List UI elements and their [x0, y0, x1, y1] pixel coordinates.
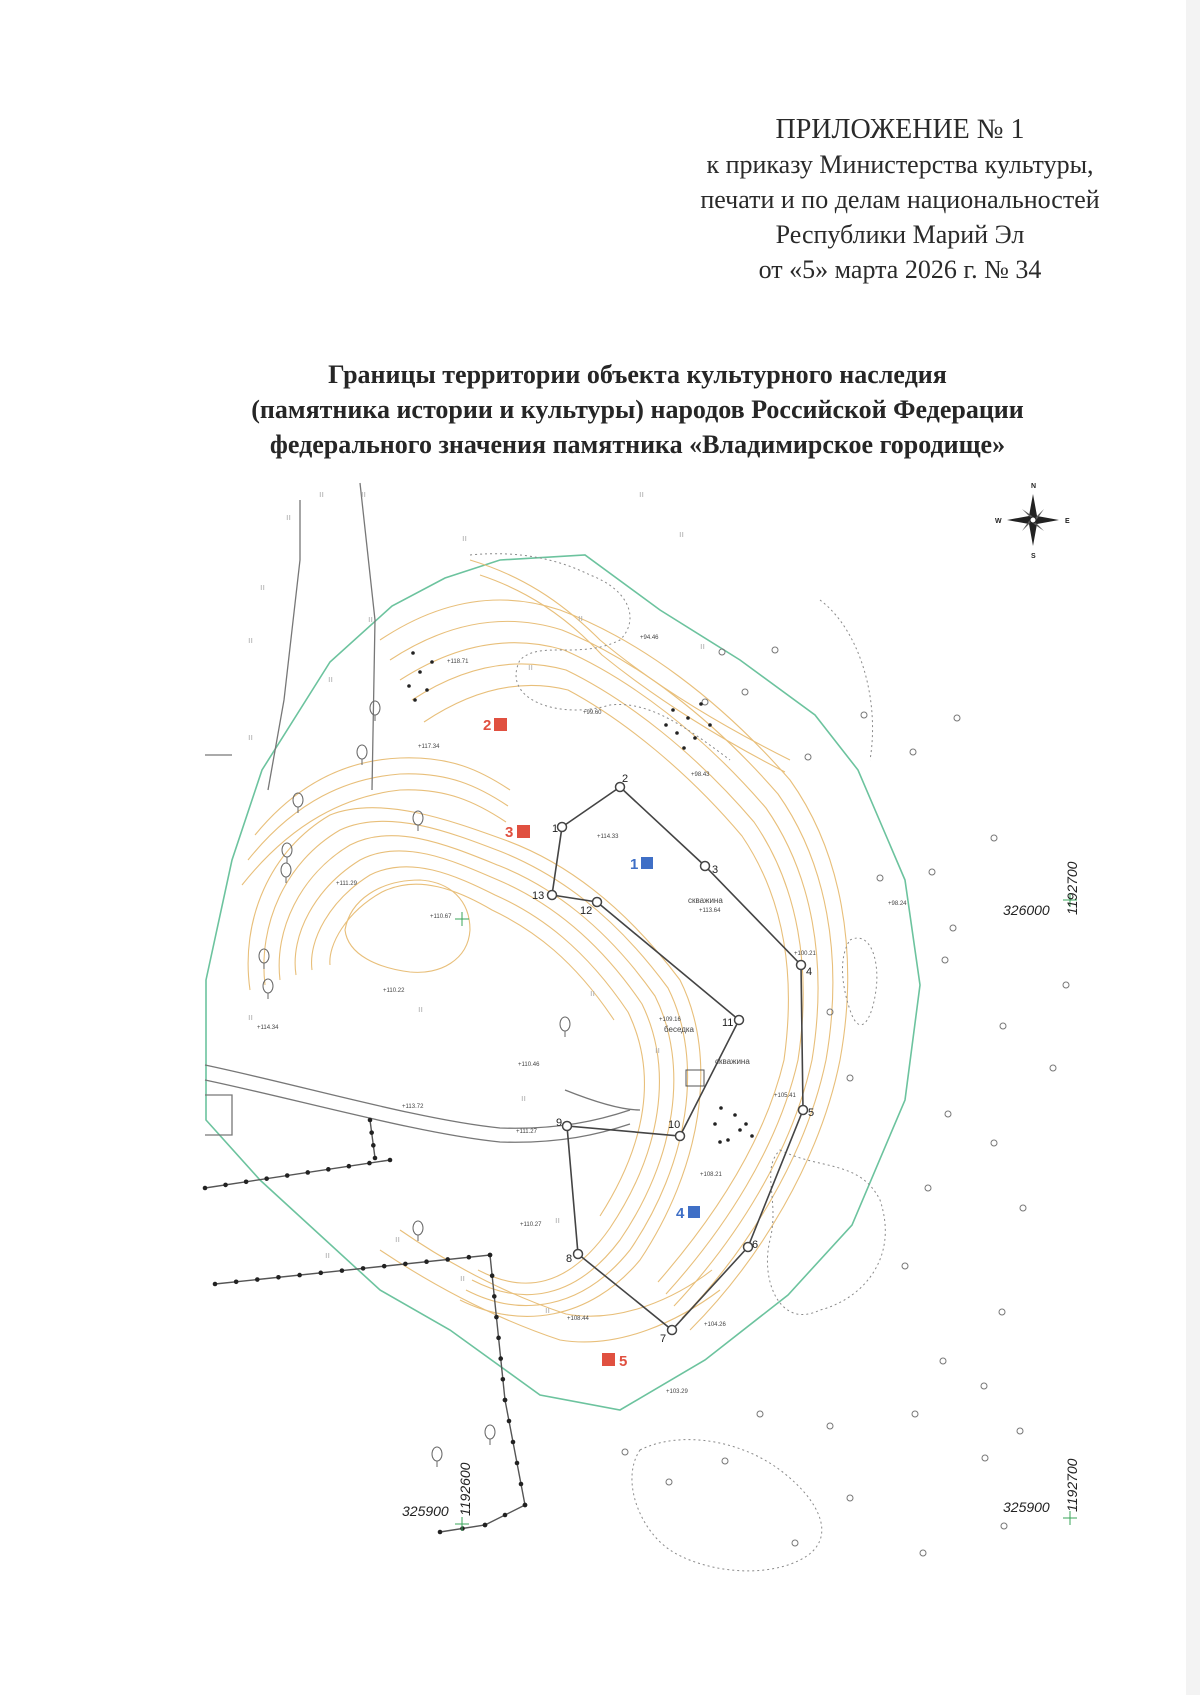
shrub-icon: [719, 649, 725, 655]
title-line-1: Границы территории объекта культурного наследия: [328, 360, 947, 389]
bead-dot: [347, 1164, 352, 1169]
object-marker-label: 2: [483, 717, 492, 734]
contour-line: [248, 774, 508, 860]
object-marker-label: 5: [619, 1353, 628, 1370]
coord-x-right-upper: 326000: [1003, 902, 1050, 918]
shrub-icon: [1017, 1428, 1023, 1434]
shrub-icon: [877, 875, 883, 881]
boundary-vertex: [797, 961, 806, 970]
cluster-dot: [718, 1140, 722, 1144]
bead-dot: [498, 1356, 503, 1361]
appendix-number: ПРИЛОЖЕНИЕ № 1: [775, 114, 1025, 145]
cluster-dot: [418, 670, 422, 674]
bead-dot: [285, 1173, 290, 1178]
cluster-dot: [686, 716, 690, 720]
bead-lines: [205, 1120, 525, 1532]
bead-dot: [492, 1294, 497, 1299]
cluster-dot: [738, 1128, 742, 1132]
shrub-icon: [792, 1540, 798, 1546]
elevation-mark: +117.34: [418, 744, 440, 750]
boundary-vertex: [593, 898, 602, 907]
vegetation-line: [820, 600, 873, 760]
shrub-icon: [742, 689, 748, 695]
boundary-vertex: [735, 1016, 744, 1025]
bead-dot: [223, 1183, 228, 1188]
grass-mark: ıı: [248, 1012, 254, 1022]
shrub-icon: [999, 1309, 1005, 1315]
tree-icon: [282, 843, 292, 857]
fences-and-roads: [205, 483, 640, 1142]
shrub-icon: [757, 1411, 763, 1417]
elevation-mark: +98.24: [888, 901, 907, 907]
elevation-mark: +109.16: [659, 1017, 681, 1023]
object-marker-square: [602, 1353, 615, 1366]
bead-dot: [368, 1118, 373, 1123]
coord-x-left-lower: 325900: [402, 1503, 449, 1519]
cluster-dot: [682, 746, 686, 750]
shrub-icon: [912, 1411, 918, 1417]
contour-line: [380, 600, 848, 1330]
bead-dot: [326, 1167, 331, 1172]
elevation-mark: +108.21: [700, 1172, 722, 1178]
boundary-point-label: 3: [712, 864, 719, 876]
contour-line: [390, 621, 833, 1318]
bead-dot: [467, 1255, 472, 1260]
shrub-icon: [772, 647, 778, 653]
tree-icon: [413, 1221, 423, 1235]
bead-dot: [318, 1271, 323, 1276]
boundary-point-label: 12: [580, 905, 593, 917]
cluster-dot: [407, 684, 411, 688]
bead-dot: [276, 1275, 281, 1280]
grid-cross: [455, 912, 469, 926]
bead-dot: [234, 1279, 239, 1284]
appendix-line-1: к приказу Министерства культуры,: [706, 150, 1094, 179]
grass-mark: ıı: [655, 1045, 661, 1055]
cluster-dot: [413, 698, 417, 702]
grass-mark: ıı: [395, 1234, 401, 1244]
shrub-icon: [910, 749, 916, 755]
contour-line: [248, 808, 701, 1317]
boundary-vertex: [563, 1122, 572, 1131]
grass-mark: ıı: [460, 1273, 466, 1283]
cluster-dot: [726, 1138, 730, 1142]
compass-east: E: [1065, 518, 1070, 525]
cluster-dot: [733, 1113, 737, 1117]
cluster-dot: [699, 702, 703, 706]
bead-dot: [255, 1277, 260, 1282]
tree-icon: [560, 1017, 570, 1031]
shrub-icon: [929, 869, 935, 875]
coordinate-labels: [402, 861, 1080, 1519]
bead-dot: [445, 1257, 450, 1262]
cluster-dot: [708, 723, 712, 727]
bead-dot: [361, 1266, 366, 1271]
grass-mark: ıı: [260, 582, 266, 592]
contour-line: [279, 836, 674, 1295]
grass-mark: ıı: [368, 614, 374, 624]
grass-mark: ıı: [325, 1250, 331, 1260]
grass-mark: ıı: [286, 512, 292, 522]
vegetation-line: [470, 554, 730, 760]
territory-boundary: [206, 555, 920, 1410]
yard-outline: [205, 1095, 232, 1135]
shrub-icon: [942, 957, 948, 963]
bead-dot: [203, 1186, 208, 1191]
survey-polygon: [552, 787, 803, 1330]
boundary-point-label: 1: [552, 823, 559, 835]
bead-dot: [371, 1143, 376, 1148]
tree-icon: [293, 793, 303, 807]
boundary-vertex: [668, 1326, 677, 1335]
shrub-icon: [920, 1550, 926, 1556]
bead-dot: [438, 1530, 443, 1535]
shrub-icon: [847, 1495, 853, 1501]
elevation-mark: +111.27: [516, 1129, 537, 1135]
bead-dot: [403, 1262, 408, 1267]
compass-west: W: [995, 518, 1002, 525]
elevation-mark: +114.33: [597, 834, 619, 840]
grass-mark: ıı: [521, 1093, 527, 1103]
boundary-point-label: 7: [660, 1333, 667, 1345]
tree-icon: [357, 745, 367, 759]
elevation-mark: +104.26: [704, 1322, 726, 1328]
grid-cross: [1063, 1511, 1077, 1525]
title-line-2: (памятника истории и культуры) народов Российской Федерации: [251, 395, 1024, 424]
shrub-icon: [622, 1449, 628, 1455]
cluster-dot: [750, 1134, 754, 1138]
shrub-icon: [940, 1358, 946, 1364]
boundary-point-label: 2: [622, 773, 629, 785]
feature-labels: [664, 896, 750, 1086]
shrub-icon: [1020, 1205, 1026, 1211]
road-line: [205, 1080, 630, 1142]
grass-mark: ıı: [679, 529, 685, 539]
elevation-mark: +100.21: [794, 951, 816, 957]
bead-dot: [494, 1315, 499, 1320]
bead-dot: [382, 1264, 387, 1269]
shrub-icon: [1001, 1523, 1007, 1529]
bead-dot: [424, 1259, 429, 1264]
boundary-point-label: 10: [668, 1119, 681, 1131]
grass-mark: ıı: [528, 662, 534, 672]
elevation-mark: +110.22: [383, 988, 405, 994]
grass-mark: ıı: [418, 1004, 424, 1014]
gazebo-label: беседка: [664, 1025, 695, 1034]
object-marker-square: [494, 718, 507, 731]
shrub-icon: [702, 699, 708, 705]
bead-dot: [305, 1170, 310, 1175]
appendix-line-4: от «5» марта 2026 г. № 34: [758, 255, 1042, 284]
shrub-icon: [722, 1458, 728, 1464]
shrub-icon: [945, 1111, 951, 1117]
cluster-dot: [744, 1122, 748, 1126]
bead-dot: [373, 1156, 378, 1161]
tree-icon: [281, 863, 291, 877]
cluster-dot: [713, 1122, 717, 1126]
bead-dot: [488, 1253, 493, 1258]
bead-dot: [388, 1158, 393, 1163]
bead-dot: [483, 1523, 488, 1528]
tree-icon: [432, 1447, 442, 1461]
boundary-point-label: 9: [556, 1117, 563, 1129]
elevation-mark: +103.29: [666, 1389, 688, 1395]
compass-north: N: [1031, 483, 1037, 490]
compass-rose: [995, 483, 1070, 560]
boundary-vertex: [558, 823, 567, 832]
cluster-dot: [430, 660, 434, 664]
shrub-icon: [1000, 1023, 1006, 1029]
elevation-mark: +105.41: [774, 1093, 796, 1099]
boundary-point-label: 5: [808, 1107, 815, 1119]
shrub-icon: [991, 835, 997, 841]
well-label: скважина: [715, 1057, 750, 1066]
boundary-vertex: [548, 891, 557, 900]
boundary-point-label: 11: [722, 1017, 734, 1029]
cluster-dot: [664, 723, 668, 727]
bead-dot: [496, 1336, 501, 1341]
grass-mark: ıı: [578, 613, 584, 623]
shrub-icon: [982, 1455, 988, 1461]
grass-mark: ıı: [328, 674, 334, 684]
object-marker-label: 1: [630, 856, 639, 873]
elevation-marks: [257, 635, 907, 1395]
grass-mark: ıı: [639, 489, 645, 499]
shrub-icon: [805, 754, 811, 760]
boundary-point-label: 13: [532, 890, 545, 902]
grid-crosses: [455, 893, 1077, 1531]
grass-mark: ıı: [555, 1215, 561, 1225]
shrub-icon: [847, 1075, 853, 1081]
bead-dot: [367, 1161, 372, 1166]
object-marker-square: [641, 857, 653, 869]
object-marker-label: 4: [676, 1205, 685, 1222]
grass-mark: ıı: [248, 635, 254, 645]
coord-y-right-lower: 1192700: [1064, 1458, 1080, 1512]
survey-vertices: [548, 783, 808, 1335]
elevation-mark: +94.46: [640, 635, 659, 641]
object-marker-square: [517, 825, 530, 838]
shrub-icon: [666, 1479, 672, 1485]
bead-dot: [515, 1461, 520, 1466]
boundary-vertex: [676, 1132, 685, 1141]
tree-symbols: [259, 701, 573, 1467]
fence-line: [360, 483, 375, 790]
cluster-dot: [411, 651, 415, 655]
coord-x-right-lower: 325900: [1003, 1499, 1050, 1515]
elevation-mark: +113.72: [402, 1104, 424, 1110]
bead-dot: [297, 1273, 302, 1278]
object-marker-square: [688, 1206, 700, 1218]
grass-mark: ıı: [319, 489, 325, 499]
boundary-point-label: 8: [566, 1253, 573, 1265]
shrub-symbols: [622, 647, 1069, 1556]
shrub-icon: [950, 925, 956, 931]
elevation-mark: +113.64: [699, 908, 721, 914]
appendix-line-3: Республики Марий Эл: [775, 220, 1025, 249]
bead-dot: [519, 1482, 524, 1487]
boundary-vertex: [574, 1250, 583, 1259]
elevation-mark: +108.44: [567, 1316, 589, 1322]
shrub-icon: [861, 712, 867, 718]
title-line-3: федерального значения памятника «Владимирское городище»: [269, 430, 1006, 459]
shrub-icon: [954, 715, 960, 721]
grass-mark: ıı: [462, 533, 468, 543]
bead-dot: [213, 1282, 218, 1287]
coord-y-left-lower: 1192600: [457, 1462, 473, 1516]
shrub-icon: [981, 1383, 987, 1389]
elevation-mark: +114.34: [257, 1025, 279, 1031]
appendix-line-2: печати и по делам национальностей: [700, 185, 1100, 214]
elevation-mark: +111.29: [336, 881, 357, 887]
road-curve: [565, 1090, 640, 1110]
shrub-icon: [902, 1263, 908, 1269]
contour-line: [330, 884, 614, 1020]
shrub-icon: [925, 1185, 931, 1191]
boundary-point-label: 6: [752, 1239, 759, 1251]
well-label: скважина: [688, 896, 723, 905]
bead-dot: [503, 1398, 508, 1403]
tree-icon: [485, 1425, 495, 1439]
grass-mark: ıı: [248, 732, 254, 742]
shrub-icon: [991, 1140, 997, 1146]
grass-mark: ıı: [545, 1305, 551, 1315]
fence-line: [268, 500, 300, 790]
shrub-icon: [1050, 1065, 1056, 1071]
cluster-dot: [693, 736, 697, 740]
coord-y-right-upper: 1192700: [1064, 861, 1080, 915]
elevation-mark: +118.71: [447, 659, 469, 665]
shrub-icon: [827, 1423, 833, 1429]
elevation-mark: +110.46: [518, 1062, 540, 1068]
bead-dot: [340, 1268, 345, 1273]
contour-line: [312, 867, 645, 1216]
boundary-vertex: [799, 1106, 808, 1115]
bead-dot: [490, 1273, 495, 1278]
bead-line: [205, 1160, 390, 1188]
boundary-vertex: [701, 862, 710, 871]
bead-dots: [203, 1118, 528, 1535]
tree-icon: [263, 979, 273, 993]
grass-mark: ıı: [361, 489, 367, 499]
cluster-dot: [719, 1106, 723, 1110]
object-markers: [483, 717, 700, 1370]
bead-dot: [501, 1377, 506, 1382]
object-marker-label: 3: [505, 824, 514, 841]
compass-center: [1030, 517, 1036, 523]
cluster-dot: [675, 731, 679, 735]
elevation-mark: +98.43: [691, 772, 710, 778]
road-line: [205, 1065, 630, 1128]
cluster-dot: [671, 708, 675, 712]
elevation-mark: +110.27: [520, 1222, 542, 1228]
bead-dot: [244, 1179, 249, 1184]
grass-mark: ıı: [700, 641, 706, 651]
bead-dot: [507, 1419, 512, 1424]
bead-dot: [369, 1130, 374, 1135]
bead-dot: [264, 1176, 269, 1181]
tree-icon: [370, 701, 380, 715]
grass-mark: ıı: [590, 988, 596, 998]
bead-line: [370, 1120, 375, 1158]
boundary-point-label: 4: [806, 966, 813, 978]
cluster-dot: [425, 688, 429, 692]
contour-line: [264, 821, 688, 1305]
elevation-mark: +110.67: [430, 914, 452, 920]
shrub-icon: [1063, 982, 1069, 988]
contour-line: [345, 880, 470, 972]
elevation-mark: +99.60: [583, 710, 602, 716]
contour-line: [424, 685, 788, 1282]
bead-dot: [503, 1513, 508, 1518]
bead-dot: [511, 1440, 516, 1445]
compass-south: S: [1031, 553, 1036, 560]
bead-dot: [523, 1503, 528, 1508]
contour-line: [480, 575, 785, 772]
bead-line: [215, 1255, 525, 1532]
